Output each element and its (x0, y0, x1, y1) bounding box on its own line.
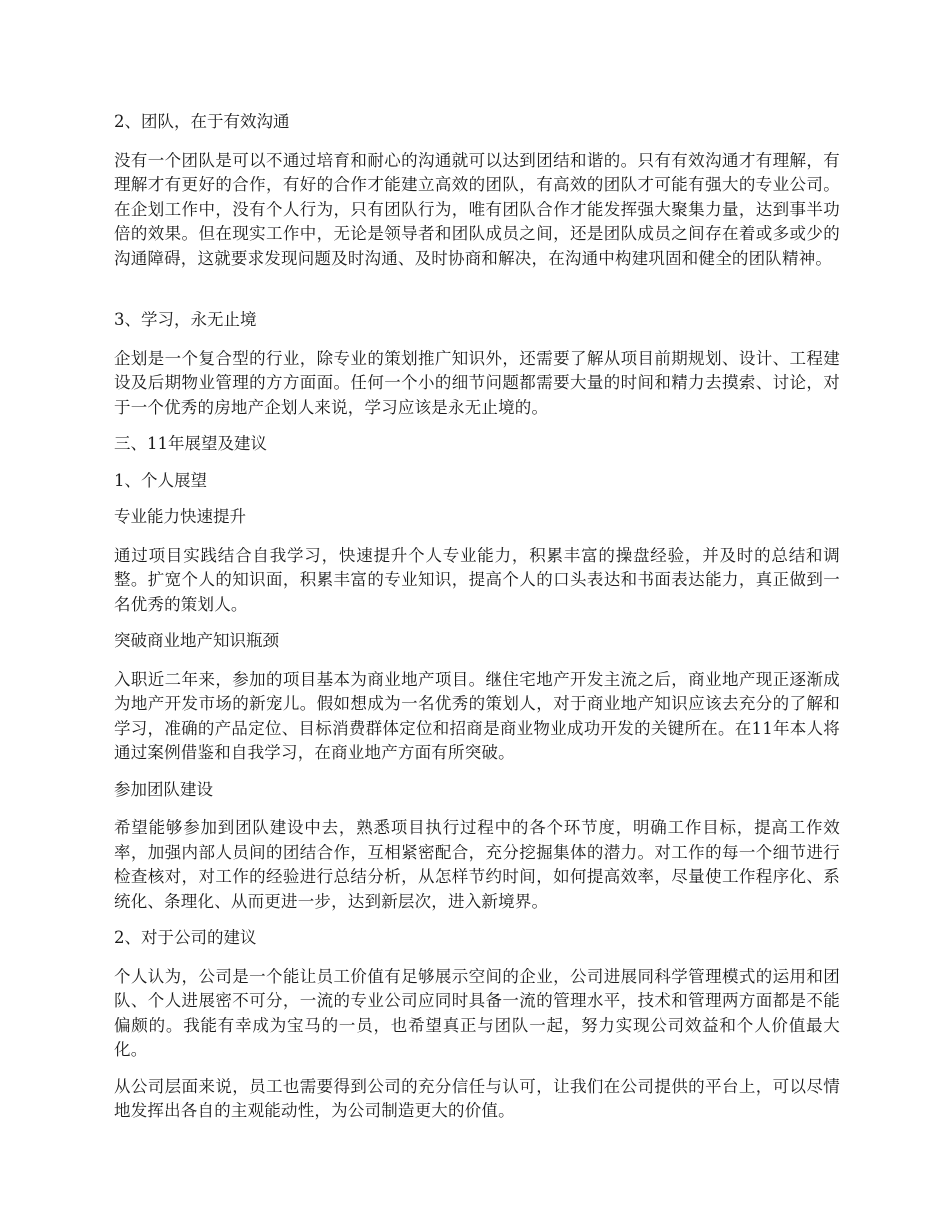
section-heading-learning: 3、学习，永无止境 (114, 310, 257, 329)
paragraph-learning: 企划是一个复合型的行业，除专业的策划推广知识外，还需要了解从项目前期规划、设计、工程建设及后期物业管理的方方面面。任何一个小的细节问题都需要大量的时间和精力去摸索、讨论，对于一个优秀的房地产企划人来说，学习应该是永无止境的。 (114, 348, 840, 417)
subheading-company-suggestions: 2、对于公司的建议 (114, 928, 257, 947)
paragraph-company-suggestion-1: 个人认为，公司是一个能让员工价值有足够展示空间的企业，公司进展同科学管理模式的运用和团队、个人进展密不可分，一流的专业公司应同时具备一流的管理水平，技术和管理两方面都是不能偏颇的。我能有幸成为宝马的一员，也希望真正与团队一起，努力实现公司效益和个人价值最大化。 (114, 966, 840, 1059)
paragraph-commercial-realestate: 入职近二年来，参加的项目基本为商业地产项目。继住宅地产开发主流之后，商业地产现正逐渐成为地产开发市场的新宠儿。假如想成为一名优秀的策划人，对于商业地产知识应该去充分的了解和学习，准确的产品定位、目标消费群体定位和招商是商业物业成功开发的关键所在。在11年本人将通过案例借鉴和自我学习，在商业地产方面有所突破。 (114, 669, 840, 762)
item-title-team-building: 参加团队建设 (114, 779, 213, 799)
paragraph-skills: 通过项目实践结合自我学习，快速提升个人专业能力，积累丰富的操盘经验，并及时的总结和调整。扩宽个人的知识面，积累丰富的专业知识，提高个人的口头表达和书面表达能力，真正做到一名优秀的策划人。 (114, 545, 840, 614)
paragraph-company-suggestion-2: 从公司层面来说，员工也需要得到公司的充分信任与认可，让我们在公司提供的平台上，可以尽情地发挥出各自的主观能动性，为公司制造更大的价值。 (114, 1076, 840, 1120)
section-heading-outlook: 三、11年展望及建议 (114, 434, 267, 453)
paragraph-team-building: 希望能够参加到团队建设中去，熟悉项目执行过程中的各个环节度，明确工作目标，提高工作效率，加强内部人员间的团结合作，互相紧密配合，充分挖掘集体的潜力。对工作的每一个细节进行检查核对，对工作的经验进行总结分析，从怎样节约时间，如何提高效率，尽量使工作程序化、系统化、条理化、从而更进一步，达到新层次，进入新境界。 (114, 818, 840, 911)
item-title-commercial-realestate: 突破商业地产知识瓶颈 (114, 631, 279, 650)
item-title-skills: 专业能力快速提升 (114, 507, 246, 526)
section-heading-team-communication: 2、团队，在于有效沟通 (114, 112, 290, 131)
subheading-personal-outlook: 1、个人展望 (114, 470, 207, 490)
paragraph-team-communication: 没有一个团队是可以不通过培育和耐心的沟通就可以达到团结和谐的。只有有效沟通才有理解，有理解才有更好的合作，有好的合作才能建立高效的团队，有高效的团队才可能有强大的专业公司。在企划工作中，没有个人行为，只有团队行为，唯有团队合作才能发挥强大聚集力量，达到事半功倍的效果。但在现实工作中，无论是领导者和团队成员之间，还是团队成员之间存在着或多或少的沟通障碍，这就要求发现问题及时沟通、及时协商和解决，在沟通中构建巩固和健全的团队精神。 (114, 150, 840, 268)
document-page (114, 110, 840, 1124)
